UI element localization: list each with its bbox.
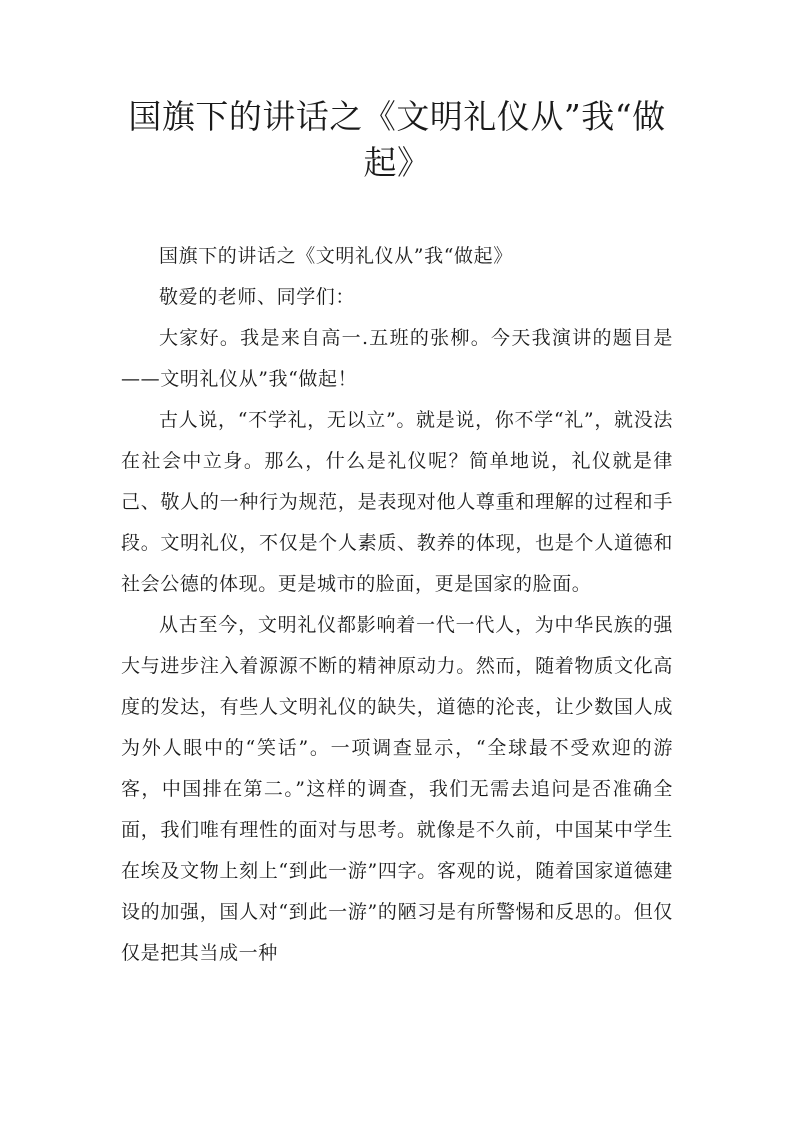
paragraph-salutation: 敬爱的老师、同学们： [159, 286, 356, 308]
document-title: 国旗下的讲话之《文明礼仪从”我“做起》 [128, 97, 666, 182]
paragraph-heading-repeat: 国旗下的讲话之《文明礼仪从”我“做起》 [159, 245, 513, 267]
paragraph-current-problems: 从古至今，文明礼仪都影响着一代一代人，为中华民族的强大与进步注入着源源不断的精神原动力。然而，随着物质文化高度的发达，有些人文明礼仪的缺失，道德的沦丧，让少数国人成为外人眼中的“笑话”。一项调查显示，“全球最不受欢迎的游客，中国排在第二。”这样的调查，我们无需去追问是否准确全面，我们唯有理性的面对与思考。就像是不久前，中国某中学生在埃及文物上刻上“到此一游”四字。客观的说，随着国家道德建设的加强，国人对“到此一游”的陋习是有所警惕和反思的。但仅仅是把其当成一种 [121, 614, 673, 964]
paragraph-etiquette-definition: 古人说，“不学礼，无以立”。就是说，你不学“礼”，就没法在社会中立身。那么，什么是礼仪呢？简单地说，礼仪就是律己、敬人的一种行为规范，是表现对他人尊重和理解的过程和手段。文明礼仪，不仅是个人素质、教养的体现，也是个人道德和社会公德的体现。更是城市的脸面，更是国家的脸面。 [121, 409, 673, 595]
document-body [121, 236, 673, 974]
paragraph-introduction: 大家好。我是来自高一.五班的张柳。今天我演讲的题目是——文明礼仪从”我“做起！ [121, 327, 673, 390]
